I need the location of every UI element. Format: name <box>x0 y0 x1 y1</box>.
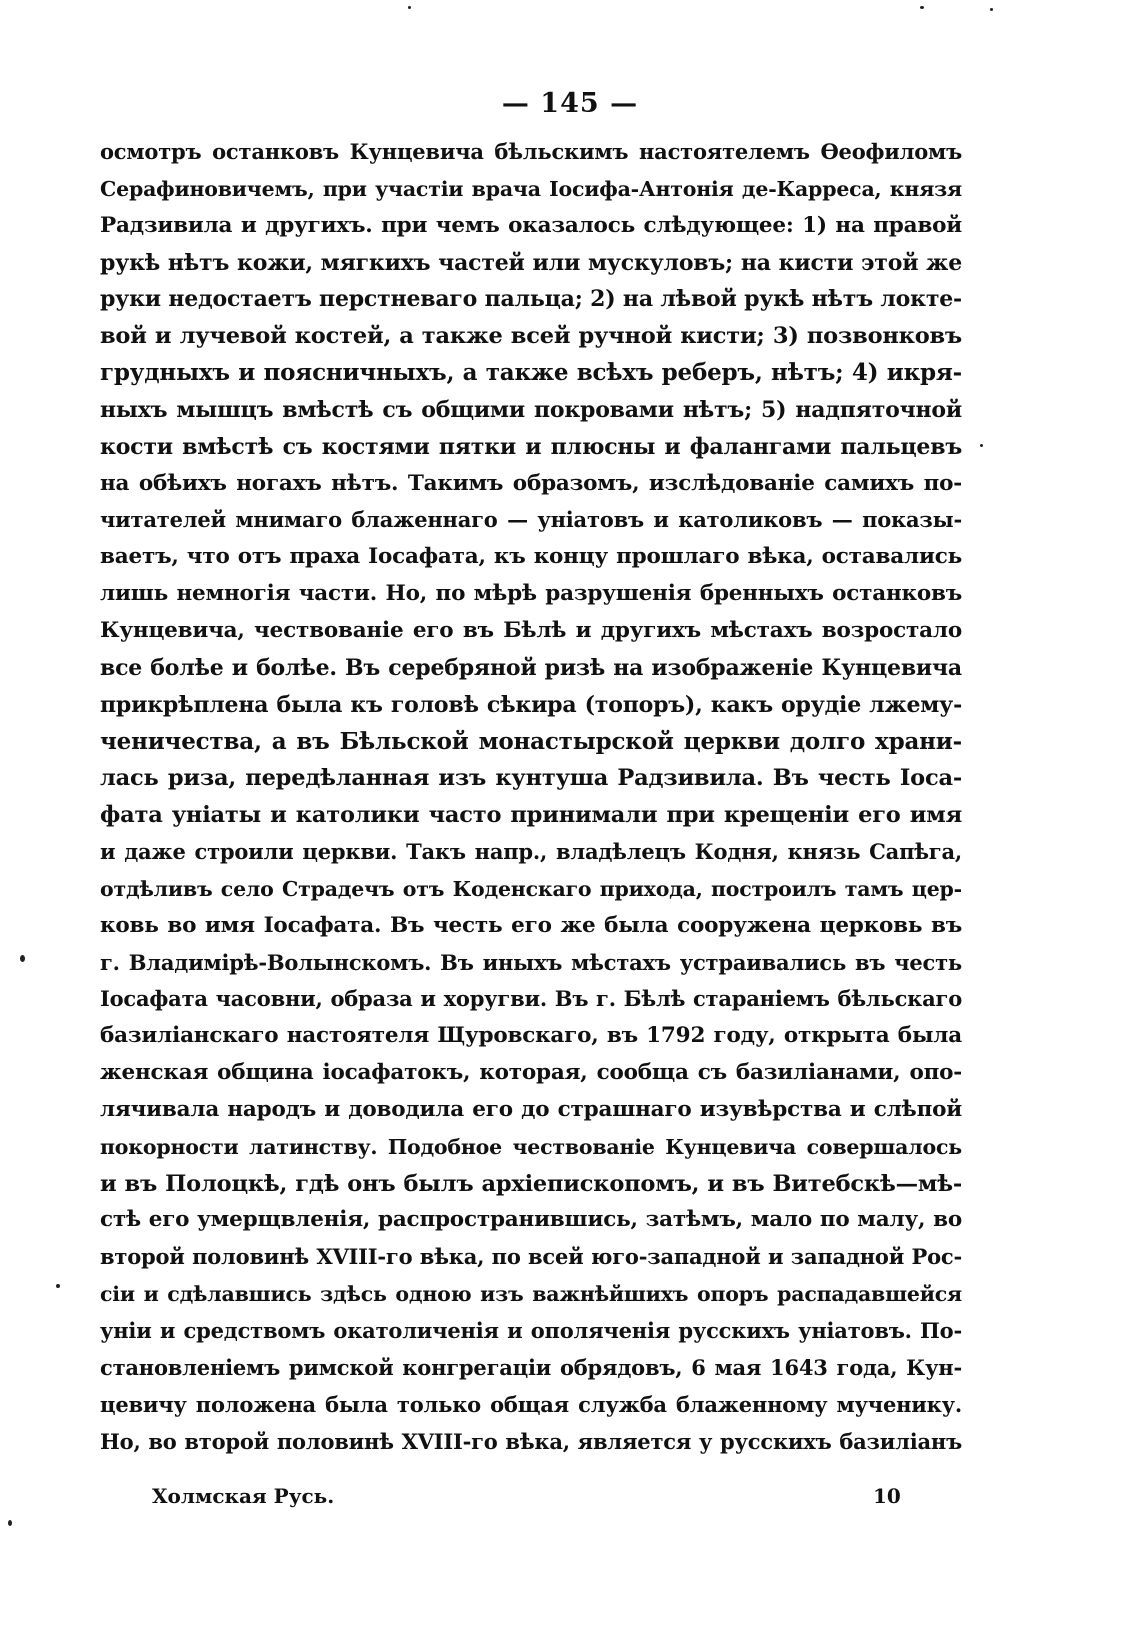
text-line: цевичу положена была только общая служба блаженному мученику. <box>100 1391 962 1417</box>
scan-speck <box>408 6 411 9</box>
page-footer <box>0 1484 1140 1514</box>
text-line: ныхъ мышцъ вмѣстѣ съ общими покровами нѣтъ; 5) надпяточной <box>100 396 962 423</box>
text-line: ваетъ, что отъ праха Іосафата, къ концу прошлаго вѣка, оставались <box>100 544 962 570</box>
text-line: отдѣливъ село Страдечъ отъ Коденскаго прихода, построилъ тамъ цер- <box>100 876 962 901</box>
text-line: стѣ его умерщвленія, распространившись, затѣмъ, мало по малу, во <box>100 1207 962 1233</box>
scan-speck <box>20 955 25 962</box>
text-line: рукѣ нѣтъ кожи, мягкихъ частей или мускуловъ; на кисти этой же <box>100 249 962 276</box>
scan-speck <box>920 6 924 9</box>
text-line: все болѣе и болѣе. Въ серебряной ризѣ на изображеніе Кунцевича <box>100 654 962 681</box>
scan-speck <box>990 8 993 11</box>
text-line: фата уніаты и католики часто принимали при крещеніи его имя <box>100 802 962 829</box>
text-line: второй половинѣ XVIII-го вѣка, по всей юго-западной и западной Рос- <box>100 1244 962 1270</box>
footer-book-title: Холмская Русь. <box>152 1484 335 1508</box>
footer-signature-mark: 10 <box>873 1484 901 1508</box>
text-line: г. Владимірѣ-Волынскомъ. Въ иныхъ мѣстахъ устраивались въ честь <box>100 949 962 975</box>
text-line: становленіемъ римской конгрегаціи обрядовъ, 6 мая 1643 года, Кун- <box>100 1354 962 1380</box>
text-line: Радзивила и другихъ. при чемъ оказалось слѣдующее: 1) на правой <box>100 212 962 238</box>
text-line: лячивала народъ и доводила его до страшнаго изувѣрства и слѣпой <box>100 1096 962 1122</box>
scan-speck <box>8 1520 12 1526</box>
text-line: уніи и средствомъ окатоличенія и ополяченія русскихъ уніатовъ. По- <box>100 1318 962 1343</box>
text-line: руки недостаетъ перстневаго пальца; 2) на лѣвой рукѣ нѣтъ локте- <box>100 286 962 313</box>
text-line: читателей мнимаго блаженнаго — уніатовъ и католиковъ — показы- <box>100 507 962 533</box>
text-line: ковь во имя Іосафата. Въ честь его же была сооружена церковь въ <box>100 912 962 938</box>
text-line: покорности латинству. Подобное чествованіе Кунцевича совершалось <box>100 1134 962 1159</box>
text-line: Но, во второй половинѣ XVIII-го вѣка, является у русскихъ базиліанъ <box>100 1428 962 1454</box>
text-line: Серафиновичемъ, при участіи врача Іосифа-Антонія де-Карреса, князя <box>100 176 962 201</box>
body-text <box>100 134 962 1460</box>
text-line: и въ Полоцкѣ, гдѣ онъ былъ архіепископомъ, и въ Витебскѣ—мѣ- <box>100 1170 962 1197</box>
text-line: Кунцевича, чествованіе его въ Бѣлѣ и другихъ мѣстахъ возростало <box>100 617 962 643</box>
scan-speck <box>980 444 983 447</box>
text-line: сіи и сдѣлавшись здѣсь одною изъ важнѣйшихъ опоръ распадавшейся <box>100 1282 962 1307</box>
text-line: лишь немногія части. Но, по мѣрѣ разрушенія бренныхъ останковъ <box>100 581 962 607</box>
text-line: прикрѣплена была къ головѣ сѣкира (топоръ), какъ орудіе лжему- <box>100 691 962 718</box>
text-line: базиліанскаго настоятеля Щуровскаго, въ 1792 году, открыта была <box>100 1023 962 1049</box>
text-line: грудныхъ и поясничныхъ, а также всѣхъ реберъ, нѣтъ; 4) икря- <box>100 359 962 387</box>
text-line: осмотръ останковъ Кунцевича бѣльскимъ настоятелемъ Ѳеофиломъ <box>100 139 962 164</box>
text-line: на обѣихъ ногахъ нѣтъ. Такимъ образомъ, изслѣдованіе самихъ по- <box>100 470 962 496</box>
text-line: кости вмѣстѣ съ костями пятки и плюсны и фалангами пальцевъ <box>100 433 962 460</box>
text-line: лась риза, передѣланная изъ кунтуша Радзивила. Въ честь Іоса- <box>100 765 962 792</box>
text-line: Іосафата часовни, образа и хоругви. Въ г. Бѣлѣ стараніемъ бѣльскаго <box>100 986 962 1012</box>
text-line: женская община іосафатокъ, которая, сообща съ базиліанами, опо- <box>100 1060 962 1086</box>
scan-speck <box>56 1284 60 1288</box>
text-line: вой и лучевой костей, а также всей ручной кисти; 3) позвонковъ <box>100 323 962 350</box>
text-line: ченичества, а въ Бѣльской монастырской церкви долго храни- <box>100 727 962 755</box>
text-line: и даже строили церкви. Такъ напр., владѣлецъ Кодня, князь Сапѣга, <box>100 839 962 865</box>
page-number: — 145 — <box>501 88 639 119</box>
